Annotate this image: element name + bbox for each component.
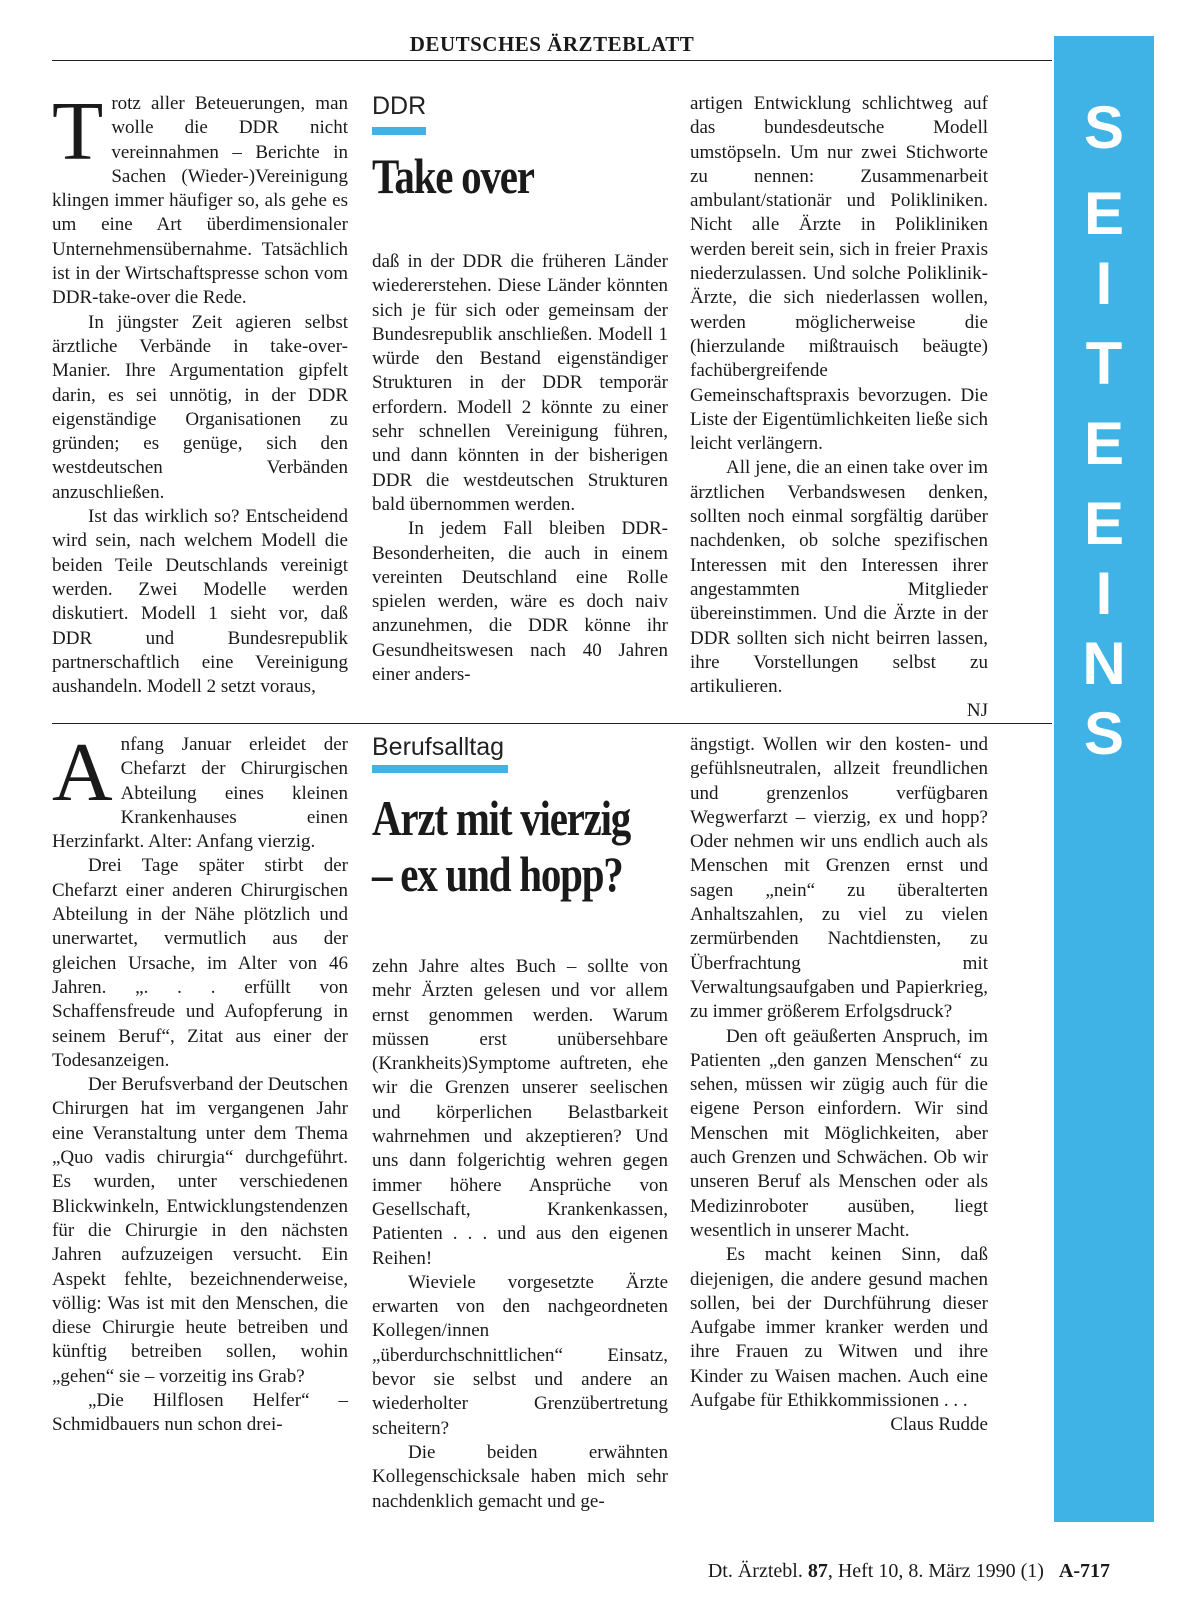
article1-kicker: DDR (372, 92, 427, 120)
section-divider (52, 723, 1052, 724)
article2-kicker-bar (372, 765, 508, 773)
article2-paragraph: Wieviele vorgesetzte Ärzte erwarten von den nachgeordneten Kollegen/innen „überdurchschnittlichen“ Einsatz, bevor sie selbst und andere an wiederholter Grenzübertretung scheitern? (372, 1271, 668, 1439)
side-letter: E (1083, 410, 1125, 477)
article1-paragraph: artigen Entwicklung schlichtweg auf das bundesdeutsche Modell umstöpseln. Um nur zwei Stichworte zu nennen: Zusammenarbeit ambulant/stationär und Polikliniken. Nicht alle Ärzte in Polikliniken werden bereit sein, sich in freier Praxis niederzulassen. Und solche Poliklinik-Ärzte, die sich niederlassen wollen, werden möglicherweise die (hierzulande mißtrauisch beäugte) fachübergreifende Gemeinschaftspraxis bevorzugen. Die Liste der Eigentümlichkeiten ließe sich leicht verlängern. (690, 93, 988, 455)
side-letter: N (1082, 630, 1126, 697)
side-letter: E (1083, 490, 1125, 557)
article2-column-3 (690, 733, 988, 1438)
article2-paragraph: Drei Tage später stirbt der Chefarzt einer anderen Chirurgischen Abteilung in der Nähe plötzlich und unerwartet, vermutlich aus der gleichen Ursache, im Alter von 46 Jahren. „. . . erfüllt von Schaffensfreude und Aufopferung in seinem Beruf“, Zitat aus einer der Todesanzeigen. (52, 855, 348, 1071)
article1-paragraph-text: rotz aller Beteuerungen, man wolle die DDR nicht vereinnahmen – Berichte in Sachen (Wieder-)Vereinigung klingen immer häufiger so, als gehe es um eine Art überdimensionaler Unternehmensübernahme. Tatsächlich ist in der Wirtschaftspresse schon vom DDR-take-over die Rede. (52, 93, 348, 309)
side-letter: S (1083, 94, 1125, 161)
article1-signature: NJ (966, 700, 988, 722)
side-letter: I (1095, 250, 1113, 317)
article2-paragraph: Der Berufsverband der Deutschen Chirurgen hat im vergangenen Jahr eine Veranstaltung unter dem Thema „Quo vadis chirurgia“ durchgeführt. Es wurden, unter verschiedenen Blickwinkeln, Entwicklungstendenzen für die Chirurgie in den nächsten Jahren aufzuzeigen versucht. Ein Aspekt fehlte, bezeichnenderweise, völlig: Was ist mit den Menschen, die diese Chirurgie heute betreiben und künftig betreiben sollen, wohin „gehen“ sie – vorzeitig ins Grab? (52, 1074, 348, 1387)
footer-volume: 87 (807, 1560, 828, 1582)
article1-paragraph: All jene, die an einen take over im ärztlichen Verbandswesen denken, sollten noch einmal sorgfältig darüber nachdenken, ob solche spezifischen Interessen mit den Interessen ihrer angestammten Mitglieder übereinstimmen. Und die Ärzte in der DDR sollten sich nicht beirren lassen, ihre Vorstellungen selbst zu artikulieren. (690, 457, 988, 698)
article1-paragraph: In jedem Fall bleiben DDR-Besonderheiten, die auch in einem vereinten Deutschland eine Rolle spielen werden, wäre es doch naiv anzunehmen, die DDR könne ihr Gesundheitswesen nach 40 Jahren einer anders- (372, 518, 668, 686)
side-letter: I (1095, 560, 1113, 627)
article2-paragraph: zehn Jahre altes Buch – sollte von mehr Ärzten gelesen und vor allem ernst genommen werden. Warum müssen erst unübersehbare (Krankheits)Symptome auftreten, ehe wir die Grenzen unserer seelischen und körperlichen Belastbarkeit wahrnehmen und akzeptieren? Und uns dann folgerichtig wehren gegen immer höhere Ansprüche von Gesellschaft, Krankenkassen, Patienten . . . und aus den eigenen Reihen! (372, 956, 668, 1269)
article1-column-1 (52, 85, 348, 699)
article2-paragraph (52, 726, 348, 854)
article2-column-2 (372, 955, 668, 1514)
article2-column-1 (52, 726, 348, 1438)
article2-paragraph: ängstigt. Wollen wir den kosten- und gefühlsneutralen, allzeit freundlichen und grenzenlos verfügbaren Wegwerfarzt – vierzig, ex und hopp? Oder nehmen wir uns endlich auch als Menschen mit Grenzen ernst und sagen „nein“ zu überalterten Anhaltszahlen, zu viel zu vielen zermürbenden Nachtdiensten, zu Überfrachtung mit Verwaltungsaufgaben und Papierkrieg, zu immer größerem Erfolgsdruck? (690, 734, 988, 1023)
side-letter: S (1083, 700, 1125, 767)
side-band-seite-eins (1054, 36, 1154, 1522)
article2-paragraph: Den oft geäußerten Anspruch, im Patienten „den ganzen Menschen“ zu sehen, müssen wir zügig auch für die eigene Person einfordern. Wir sind Menschen mit Möglichkeiten, aber auch Grenzen und Schwächen. Ob wir unseren Beruf als Menschen oder als Medizinroboter ausüben, liegt wesentlich in unserer Macht. (690, 1025, 988, 1241)
article1-paragraph (52, 85, 348, 311)
footer-journal: Dt. Ärztebl. (707, 1560, 803, 1582)
article2-kicker: Berufsalltag (372, 733, 505, 761)
masthead (52, 30, 1052, 61)
article1-dropcap: T (52, 85, 104, 178)
article2-headline-line-1: Arzt mit vierzig (372, 790, 631, 846)
article2-paragraph: „Die Hilflosen Helfer“ – Schmidbauers nun schon drei- (52, 1390, 348, 1436)
footer-page-number: A-717 (1058, 1560, 1110, 1582)
article1-kicker-bar (372, 127, 426, 135)
article2-paragraph-text: nfang Januar erleidet der Chefarzt der Chirurgischen Abteilung eines kleinen Krankenhauses einen Herzinfarkt. Alter: Anfang vierzig. (52, 734, 348, 853)
article1-paragraph: Ist das wirklich so? Entscheidend wird sein, nach welchem Modell die beiden Teile Deutschlands vereinigt werden. Zwei Modelle werden diskutiert. Modell 1 sieht vor, daß DDR und Bundesrepublik partnerschaftlich eine Vereinigung aushandeln. Modell 2 setzt voraus, (52, 506, 348, 698)
footer-issue: , Heft 10, 8. März 1990 (1) (827, 1560, 1044, 1582)
article1-paragraph: daß in der DDR die früheren Länder wiedererstehen. Diese Länder könnten sich je für sich oder gemeinsam der Bundesrepublik anschließen. Modell 1 würde den Bestand eigenständiger Strukturen in der DDR temporär erfordern. Modell 2 könnte zu einer sehr schnellen Vereinigung führen, und dann könnten in der bisherigen DDR die westdeutschen Strukturen bald übernommen werden. (372, 251, 668, 515)
article2-headline-line-2: – ex und hopp? (372, 846, 623, 902)
article1-paragraph: In jüngster Zeit agieren selbst ärztliche Verbände in take-over-Manier. Ihre Argumentation gipfelt darin, es sei unnötig, in der DDR eigenständige Organisationen zu gründen; es genüge, sich den westdeutschen Verbänden anzuschließen. (52, 311, 348, 503)
article2-paragraph: Die beiden erwähnten Kollegenschicksale haben mich sehr nachdenklich gemacht und ge- (372, 1441, 668, 1512)
article2-dropcap: A (52, 726, 113, 819)
article1-column-3 (690, 92, 988, 724)
article1-column-2 (372, 250, 668, 687)
side-letter: T (1085, 330, 1123, 397)
article2-paragraph: Es macht keinen Sinn, daß diejenigen, die andere gesund machen sollen, bei der Durchführung dieser Aufgabe immer kranker werden und ihre Frauen zu Witwen und ihre Kinder zu Waisen machen. Auch eine Aufgabe für Ethikkommissionen . . . (690, 1244, 988, 1412)
article1-headline: Take over (372, 148, 534, 204)
side-letter: E (1083, 180, 1125, 247)
masthead-title: DEUTSCHES ÄRZTEBLATT (409, 32, 695, 56)
page-footer (600, 1560, 1110, 1583)
article2-signature: Claus Rudde (890, 1414, 988, 1436)
